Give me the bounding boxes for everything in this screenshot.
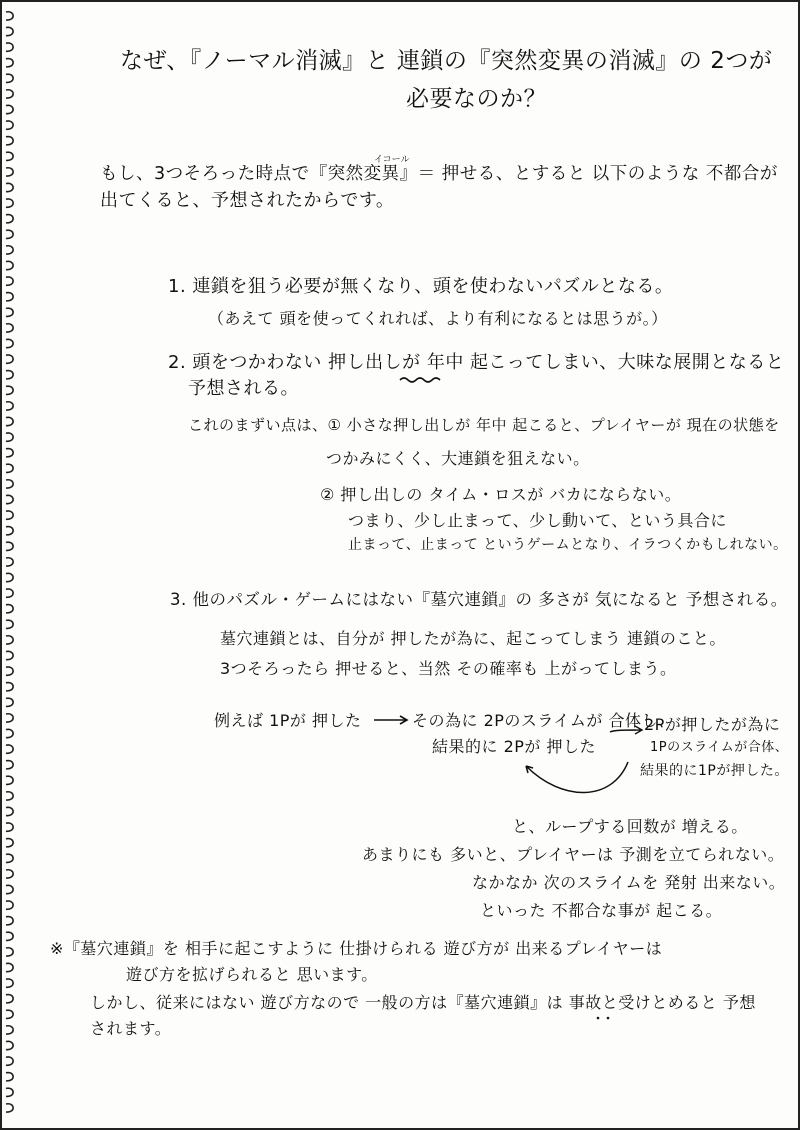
note-line-3: しかし、従来にはない 遊び方なので 一般の方は『墓穴連鎖』は 事故と受けとめると 予想 [90, 993, 756, 1012]
example-effect-line-2: なかなか 次のスライムを 発射 出来ない。 [472, 873, 786, 892]
item2-note-line-4: つまり、少し止まって、少し動いて、という具合に [348, 511, 727, 530]
item2-note-line-3: ② 押し出しの タイム・ロスが バカにならない。 [320, 485, 682, 504]
note-line-4: されます。 [90, 1019, 172, 1038]
loop-arrow [526, 762, 628, 793]
example-step3-line-1: 2Pが押したが為に [644, 715, 781, 734]
example-loop: と、ループする回数が 増える。 [512, 817, 748, 836]
item3-line-1: 3. 他のパズル・ゲームにはない『墓穴連鎖』の 多さが 気になると 予想される。 [170, 590, 788, 609]
example-step3-line-2: 1Pのスライムが合体、 [650, 740, 789, 755]
example-step3-line-3: 結果的に1Pが押した。 [640, 763, 789, 779]
example-effect-line-3: といった 不都合な事が 起こる。 [480, 901, 723, 920]
wavy-underline [400, 378, 440, 382]
item3-line-3: 3つそろったら 押せると、当然 その確率も 上がってしまう。 [220, 659, 677, 678]
arrow-1 [374, 716, 407, 724]
example-step2-line-1: その為に 2Pのスライムが 合体し、 [412, 711, 675, 730]
item2-note-line-2: つかみにくく、大連鎖を狙えない。 [326, 449, 590, 468]
item2-line-1: 2. 頭をつかわない 押し出しが 年中 起こってしまい、大味な展開となると [168, 352, 785, 373]
item1-line-2: （あえて 頭を使ってくれれば、より有利になるとは思うが。） [208, 309, 668, 328]
item2-line-2: 予想される。 [188, 378, 299, 399]
example-step2-line-2: 結果的に 2Pが 押した [432, 737, 597, 756]
intro-line-2: 出てくると、予想されたからです。 [100, 190, 395, 211]
item2-note-line-1: これのまずい点は、① 小さな押し出しが 年中 起こると、プレイヤーが 現在の状態を [188, 416, 780, 434]
example-lead: 例えば 1Pが 押した [214, 711, 362, 730]
item3-line-2: 墓穴連鎖とは、自分が 押したが為に、起こってしまう 連鎖のこと。 [220, 629, 726, 648]
title-line-1: なぜ、『ノーマル消滅』と 連鎖の『突然変異の消滅』の 2つが [120, 48, 773, 74]
title-line-2: 必要なのか？ [406, 86, 547, 112]
note-line-1: ※『墓穴連鎖』を 相手に起こすように 仕掛けられる 遊び方が 出来るプレイヤーは [50, 939, 663, 958]
item1-line-1: 1. 連鎖を狙う必要が無くなり、頭を使わないパズルとなる。 [168, 276, 674, 297]
item2-note-line-5: 止まって、止まって というゲームとなり、イラつくかもしれない。 [348, 537, 788, 553]
note-line-2: 遊び方を拡げられると 思います。 [126, 965, 378, 984]
example-effect-line-1: あまりにも 多いと、プレイヤーは 予測を立てられない。 [362, 845, 785, 864]
intro-line-1: もし、3つそろった時点で『突然変異』＝ 押せる、とすると 以下のような 不都合が [100, 164, 778, 184]
intro-ruby: イコール [374, 155, 410, 165]
